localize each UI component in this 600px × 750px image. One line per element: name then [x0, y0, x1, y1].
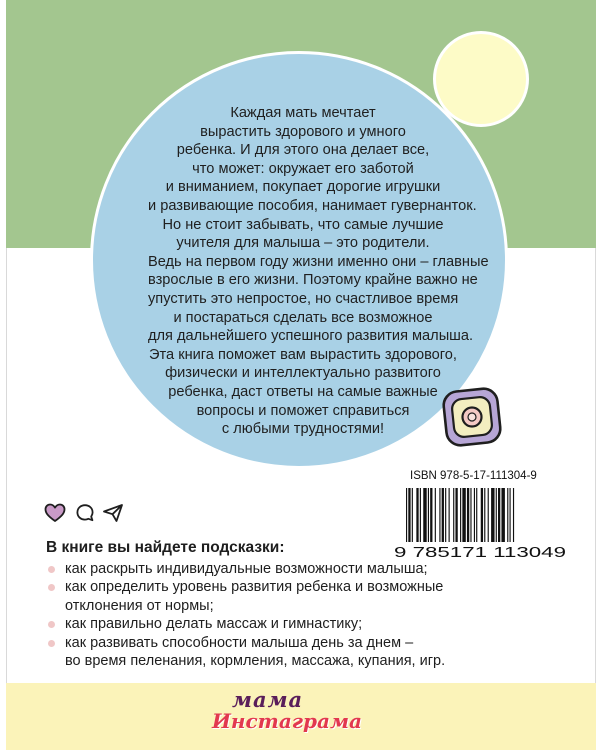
tip-line: как развивать способности малыша день за днем – [65, 634, 414, 651]
barcode-bar [420, 488, 421, 542]
series-logo [208, 687, 362, 745]
barcode [392, 488, 568, 560]
barcode-bar [455, 488, 457, 542]
barcode-bar [501, 488, 504, 542]
intro-line: упустить это непростое, но счастливое время [148, 290, 459, 307]
camera-icon [440, 385, 504, 449]
barcode-bar [507, 488, 508, 542]
intro-line: Каждая мать мечтает [230, 105, 376, 121]
barcode-bar [496, 488, 497, 542]
barcode-bar [481, 488, 483, 542]
barcode-bar [498, 488, 500, 542]
tip-line: как раскрыть индивидуальные возможности малыша; [65, 561, 428, 577]
barcode-bar [428, 488, 429, 542]
isbn-label: ISBN 978-5-17-111304-9 [410, 470, 537, 482]
tips-list [46, 560, 566, 670]
send-icon [102, 503, 124, 523]
barcode-bar [476, 488, 477, 542]
list-item [46, 634, 566, 671]
intro-line: Но не стоит забывать, что самые лучшие [162, 216, 444, 233]
barcode-bar [449, 488, 450, 542]
tip-line: как правильно делать массаж и гимнастику; [65, 616, 363, 633]
barcode-bar [412, 488, 413, 542]
intro-line: что может: окружает его заботой [192, 160, 414, 177]
intro-line: ребенка, даст ответы на самые важные [168, 383, 438, 400]
barcode-bar [510, 488, 511, 542]
logo-top-text: мама [232, 687, 304, 712]
intro-line: и развивающие пособия, нанимает гувернанток. [148, 197, 477, 214]
logo-bottom-text: Инстаграма [212, 709, 362, 733]
barcode-bars [406, 488, 514, 548]
tip-line: отклонения от нормы; [65, 597, 214, 614]
barcode-bar [484, 488, 485, 542]
barcode-bar [430, 488, 432, 542]
comment-icon [75, 503, 95, 523]
intro-text [148, 104, 489, 439]
barcode-bar [462, 488, 465, 542]
barcode-bar [467, 488, 469, 542]
barcode-bar [470, 488, 471, 542]
barcode-bar [460, 488, 461, 548]
barcode-bar [442, 488, 444, 542]
tip-line: как определить уровень развития ребенка и возможные [65, 579, 444, 596]
intro-line: вопросы и поможет справиться [196, 402, 410, 419]
intro-line: учителя для малыша – это родители. [176, 235, 430, 252]
heart-icon [44, 503, 66, 523]
intro-line: с любыми трудностями! [221, 421, 385, 438]
barcode-bar [423, 488, 426, 542]
intro-line: и вниманием, покупает дорогие игрушки [165, 179, 441, 196]
list-item [46, 560, 566, 578]
list-item [46, 615, 566, 633]
intro-line: вырастить здорового и умного [200, 123, 406, 140]
intro-line: физически и интеллектуально развитого [165, 365, 441, 382]
tip-line: во время пеленания, кормления, массажа, купания, игр. [65, 653, 446, 670]
barcode-bar [491, 488, 494, 542]
barcode-bar [416, 488, 418, 542]
intro-line: для дальнейшего успешного развития малыша. [148, 328, 474, 345]
barcode-bar [474, 488, 475, 542]
list-item [46, 578, 566, 615]
barcode-bar [439, 488, 440, 542]
intro-line: взрослые в его жизни. Поэтому крайне важно не [148, 272, 478, 289]
barcode-bar [445, 488, 446, 542]
isbn-digits: 9 785171 113049 [394, 545, 566, 560]
barcode-bar [488, 488, 489, 542]
barcode-bar [408, 488, 410, 548]
intro-line: Эта книга поможет вам вырастить здорового, [149, 346, 457, 363]
barcode-bar [513, 488, 514, 548]
intro-line: и постараться сделать все возможное [173, 309, 433, 326]
tips-title: В книге вы найдете подсказки: [46, 539, 285, 556]
intro-line: Ведь на первом году жизни именно они – главные [148, 253, 489, 270]
barcode-bar [406, 488, 407, 548]
barcode-bar [453, 488, 454, 542]
barcode-bar [435, 488, 436, 542]
intro-line: ребенка. И для этого она делает все, [176, 142, 430, 159]
